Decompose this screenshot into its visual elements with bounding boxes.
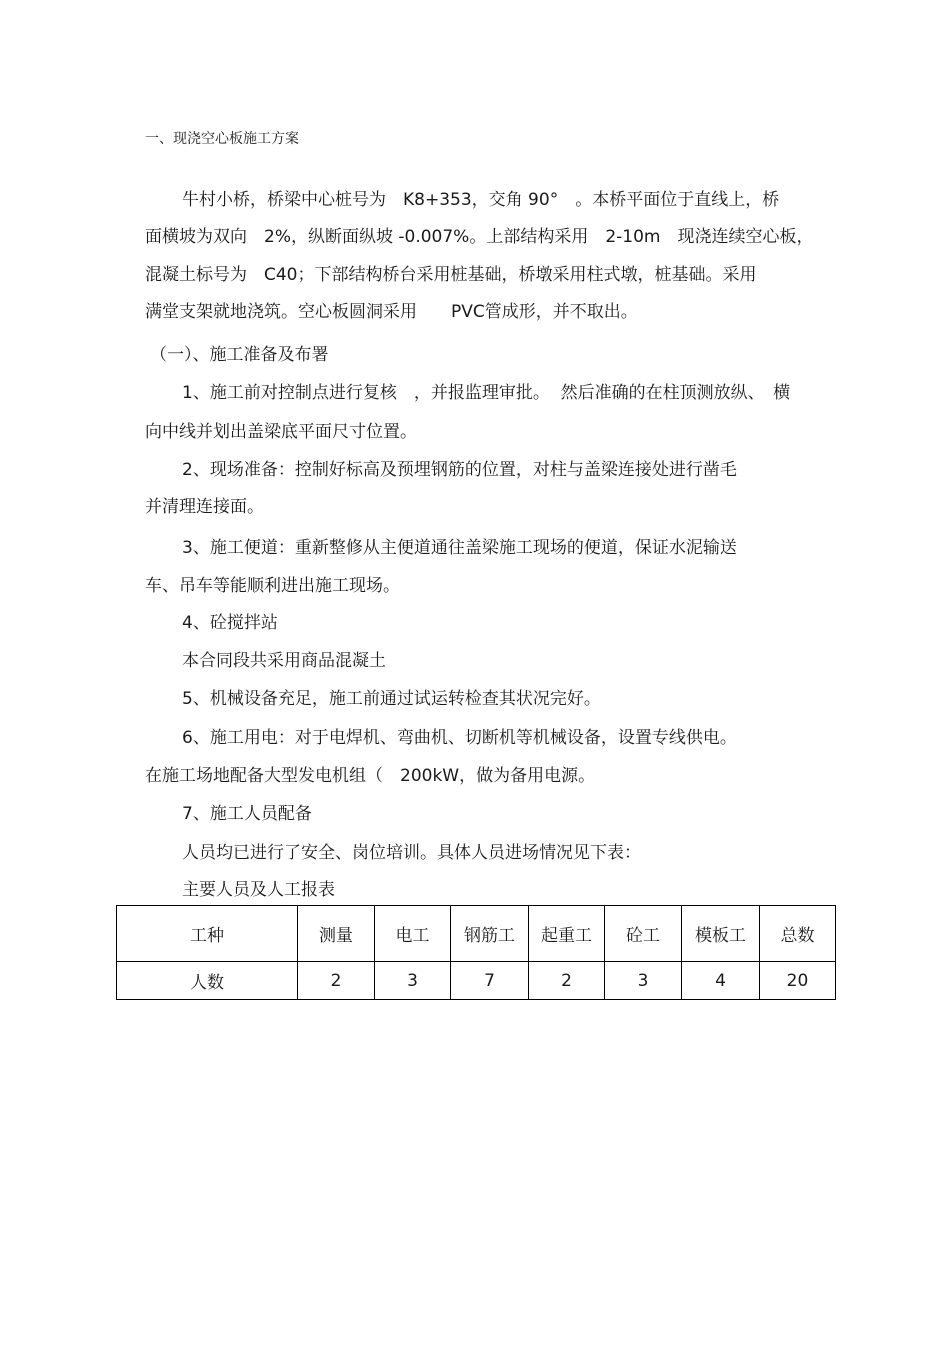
table-cell: 20 bbox=[760, 962, 836, 1000]
staff-table bbox=[116, 905, 836, 1000]
paragraph-line: 向中线并划出盖梁底平面尺寸位置。 bbox=[145, 422, 417, 442]
paragraph-line: 3、施工便道：重新整修从主便道通往盖梁施工现场的便道，保证水泥输送 bbox=[182, 538, 737, 558]
table-cell: 人数 bbox=[117, 962, 298, 1000]
paragraph-line: 4、砼搅拌站 bbox=[182, 613, 278, 633]
table-cell: 3 bbox=[375, 962, 451, 1000]
paragraph-line: 1、施工前对控制点进行复核 ，并报监理审批。 然后准确的在柱顶测放纵、 横 bbox=[182, 383, 791, 403]
paragraph-line: 牛村小桥，桥梁中心桩号为 K8+353，交角 90° 。本桥平面位于直线上，桥 bbox=[182, 190, 780, 210]
table-cell: 工种 bbox=[117, 906, 298, 962]
paragraph-line: 本合同段共采用商品混凝土 bbox=[182, 651, 386, 671]
paragraph-line: 并清理连接面。 bbox=[145, 497, 264, 517]
paragraph-line: 6、施工用电：对于电焊机、弯曲机、切断机等机械设备，设置专线供电。 bbox=[182, 728, 737, 748]
paragraph-line: 混凝土标号为 C40；下部结构桥台采用桩基础，桥墩采用柱式墩，桩基础。采用 bbox=[145, 265, 757, 285]
table-cell: 2 bbox=[529, 962, 605, 1000]
table-cell: 起重工 bbox=[529, 906, 605, 962]
paragraph-line: 2、现场准备：控制好标高及预埋钢筋的位置，对柱与盖梁连接处进行凿毛 bbox=[182, 460, 737, 480]
paragraph-line: 车、吊车等能顺利进出施工现场。 bbox=[145, 576, 400, 596]
table-cell: 砼工 bbox=[605, 906, 682, 962]
table-cell: 测量 bbox=[298, 906, 375, 962]
section-heading: 一、现浇空心板施工方案 bbox=[145, 131, 299, 147]
table-cell: 模板工 bbox=[682, 906, 760, 962]
table-cell: 2 bbox=[298, 962, 375, 1000]
table-cell: 电工 bbox=[375, 906, 451, 962]
subsection-heading: （一）、施工准备及布署 bbox=[150, 345, 329, 365]
table-cell: 总数 bbox=[760, 906, 836, 962]
table-cell: 4 bbox=[682, 962, 760, 1000]
table-cell: 钢筋工 bbox=[451, 906, 529, 962]
paragraph-line: 5、机械设备充足，施工前通过试运转检查其状况完好。 bbox=[182, 689, 601, 709]
paragraph-line: 满堂支架就地浇筑。空心板圆洞采用 PVC管成形，并不取出。 bbox=[145, 302, 638, 322]
table-header-row bbox=[117, 906, 836, 962]
paragraph-line: 面横坡为双向 2%，纵断面纵坡 -0.007%。上部结构采用 2-10m 现浇连续空心板， bbox=[145, 227, 814, 247]
paragraph-line: 在施工场地配备大型发电机组（ 200kW，做为备用电源。 bbox=[145, 766, 596, 786]
paragraph-line: 人员均已进行了安全、岗位培训。具体人员进场情况见下表： bbox=[182, 843, 641, 863]
table-caption: 主要人员及人工报表 bbox=[182, 880, 335, 900]
paragraph-line: 7、施工人员配备 bbox=[182, 804, 312, 824]
table-row bbox=[117, 962, 836, 1000]
table-cell: 7 bbox=[451, 962, 529, 1000]
table-cell: 3 bbox=[605, 962, 682, 1000]
